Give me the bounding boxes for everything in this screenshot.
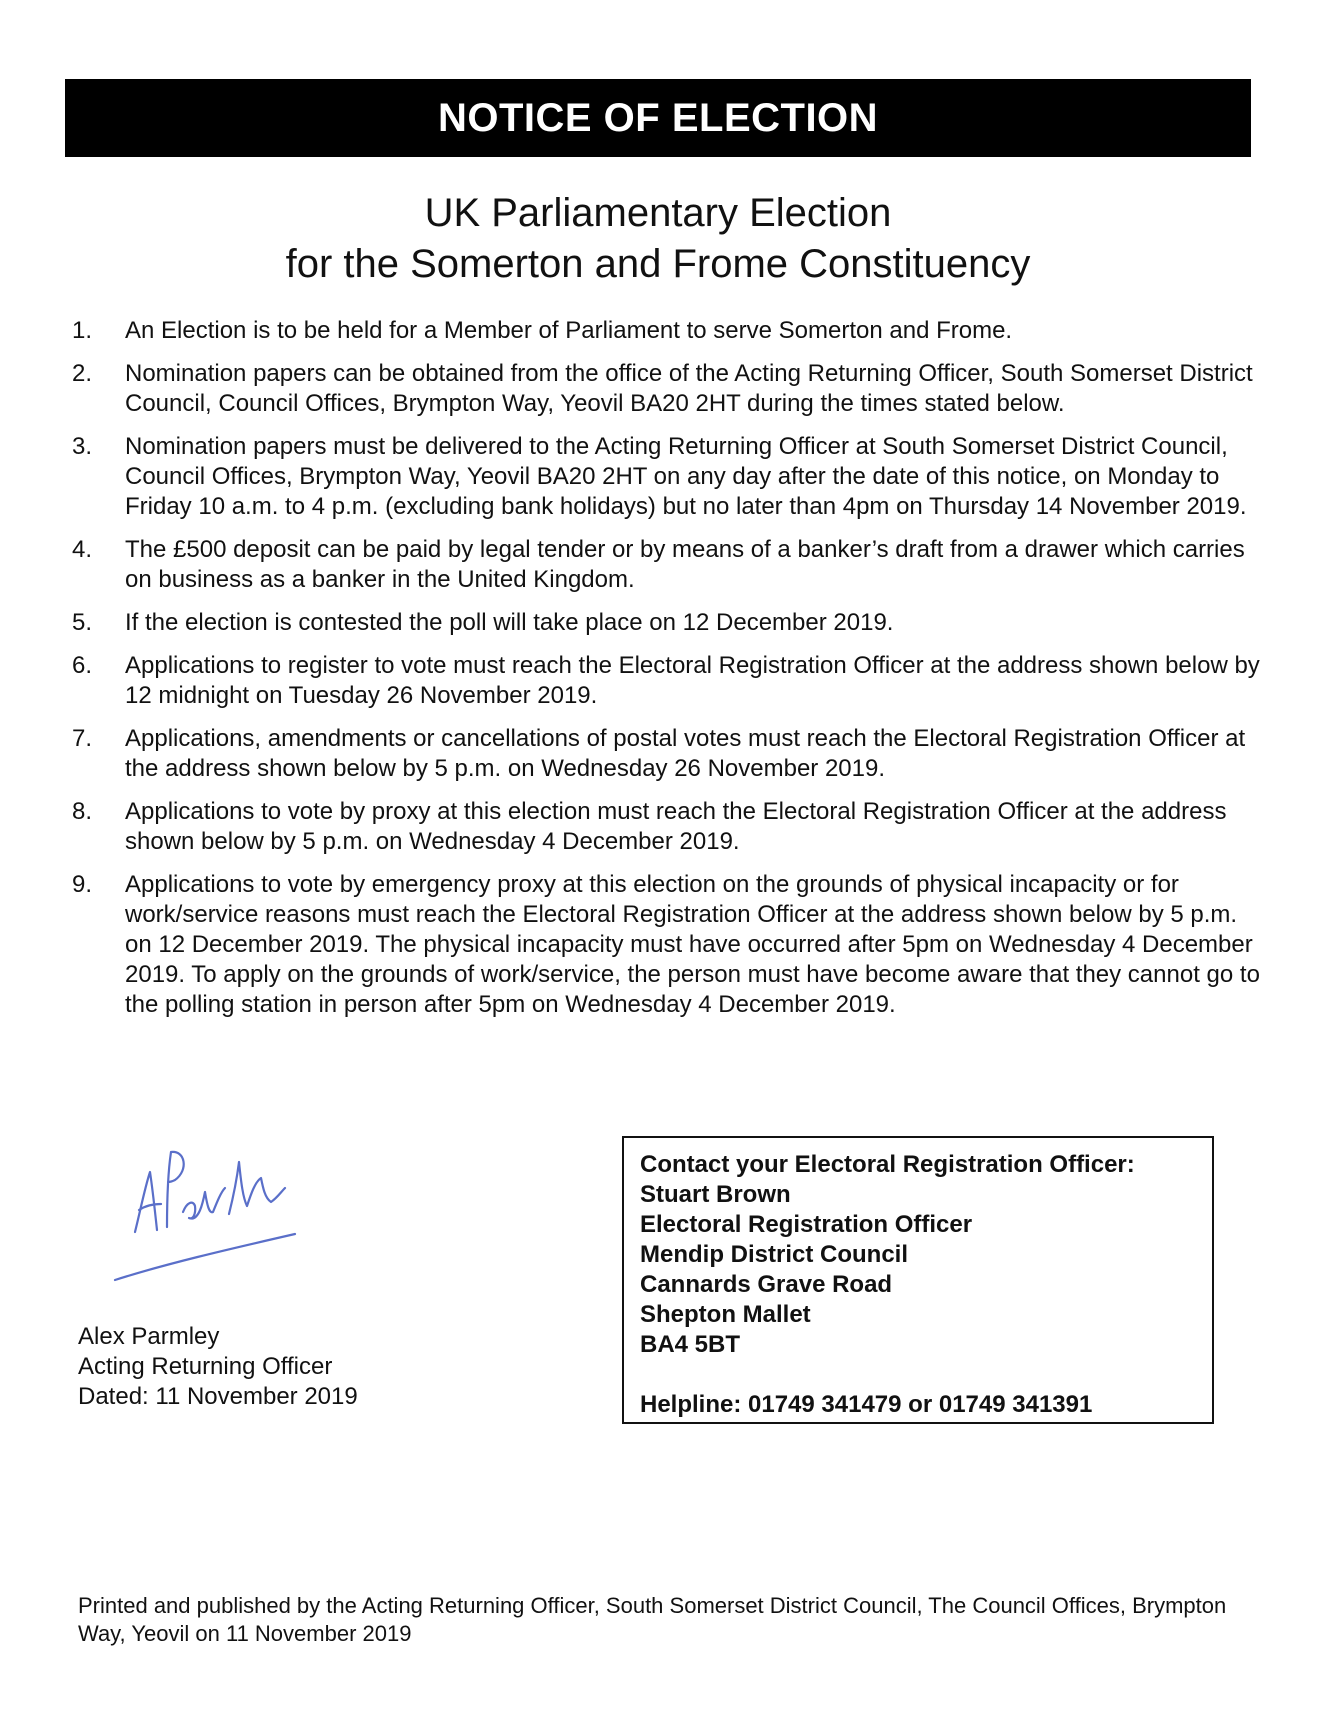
item-text: Applications, amendments or cancellations of postal votes must reach the Electoral Registration Officer at the address shown below by 5 p.m. on Wednesday 26 November 2019. <box>125 725 1246 782</box>
item-number: 4. <box>72 536 93 563</box>
item-text: Applications to register to vote must reach the Electoral Registration Officer at the address shown below by 12 midnight on Tuesday 26 November 2019. <box>125 652 1260 709</box>
list-item <box>72 316 1262 346</box>
item-number: 8. <box>72 798 93 825</box>
item-number: 1. <box>72 317 93 344</box>
officer-block <box>78 1322 358 1412</box>
officer-dated: Dated: 11 November 2019 <box>78 1383 358 1410</box>
contact-box <box>622 1136 1214 1424</box>
item-text: If the election is contested the poll will take place on 12 December 2019. <box>125 609 894 636</box>
subtitle-line-1: UK Parliamentary Election <box>424 191 892 235</box>
list-item <box>72 432 1262 522</box>
item-text: Nomination papers can be obtained from the office of the Acting Returning Officer, South Somerset District Council, Council Offices, Brympton Way, Yeovil BA20 2HT during the times stated below. <box>125 360 1253 417</box>
list-item <box>72 724 1262 784</box>
contact-organisation: Mendip District Council <box>640 1241 909 1268</box>
list-item <box>72 535 1262 595</box>
item-number: 2. <box>72 360 93 387</box>
contact-title: Electoral Registration Officer <box>640 1211 973 1238</box>
item-number: 5. <box>72 609 93 636</box>
contact-street: Cannards Grave Road <box>640 1271 893 1298</box>
subtitle-line-2: for the Somerton and Frome Constituency <box>285 242 1031 286</box>
list-item <box>72 608 1262 638</box>
notice-banner <box>65 79 1251 157</box>
item-number: 9. <box>72 871 93 898</box>
contact-postcode: BA4 5BT <box>640 1331 741 1358</box>
notice-title: NOTICE OF ELECTION <box>437 95 879 140</box>
election-subtitle <box>65 188 1251 290</box>
officer-name: Alex Parmley <box>78 1323 220 1350</box>
contact-helpline: Helpline: 01749 341479 or 01749 341391 <box>640 1391 1093 1418</box>
item-number: 3. <box>72 433 93 460</box>
item-text: Applications to vote by emergency proxy at this election on the grounds of physical incapacity or for work/service reasons must reach the Electoral Registration Officer at the address shown below by 5 p.m. on 12 December 2019. The physical incapacity must have occurred after 5pm on Wednesday 4 December 2019. To apply on the grounds of work/service, the person must have become aware that they cannot go to the polling station in person after 5pm on Wednesday 4 December 2019. <box>125 871 1260 1018</box>
list-item <box>72 870 1262 1020</box>
officer-role: Acting Returning Officer <box>78 1353 333 1380</box>
signature <box>105 1132 325 1297</box>
list-item <box>72 797 1262 857</box>
contact-town: Shepton Mallet <box>640 1301 811 1328</box>
list-item <box>72 359 1262 419</box>
item-number: 7. <box>72 725 93 752</box>
item-number: 6. <box>72 652 93 679</box>
item-text: Nomination papers must be delivered to the Acting Returning Officer at South Somerset District Council, Council Offices, Brympton Way, Yeovil BA20 2HT on any day after the date of this notice, on Monday to Friday 10 a.m. to 4 p.m. (excluding bank holidays) but no later than 4pm on Thursday 14 November 2019. <box>125 433 1247 520</box>
list-item <box>72 651 1262 711</box>
imprint-footer: Printed and published by the Acting Returning Officer, South Somerset District Council, The Council Offices, Brympton Way, Yeovil on 11 November 2019 <box>78 1593 1227 1646</box>
contact-heading: Contact your Electoral Registration Officer: <box>640 1151 1135 1178</box>
item-text: An Election is to be held for a Member of Parliament to serve Somerton and Frome. <box>125 317 1013 344</box>
contact-name: Stuart Brown <box>640 1181 791 1208</box>
contact-spacer <box>640 1360 1196 1390</box>
item-text: Applications to vote by proxy at this election must reach the Electoral Registration Officer at the address shown below by 5 p.m. on Wednesday 4 December 2019. <box>125 798 1227 855</box>
notice-items-list <box>72 316 1262 1033</box>
item-text: The £500 deposit can be paid by legal tender or by means of a banker’s draft from a drawer which carries on business as a banker in the United Kingdom. <box>125 536 1245 593</box>
